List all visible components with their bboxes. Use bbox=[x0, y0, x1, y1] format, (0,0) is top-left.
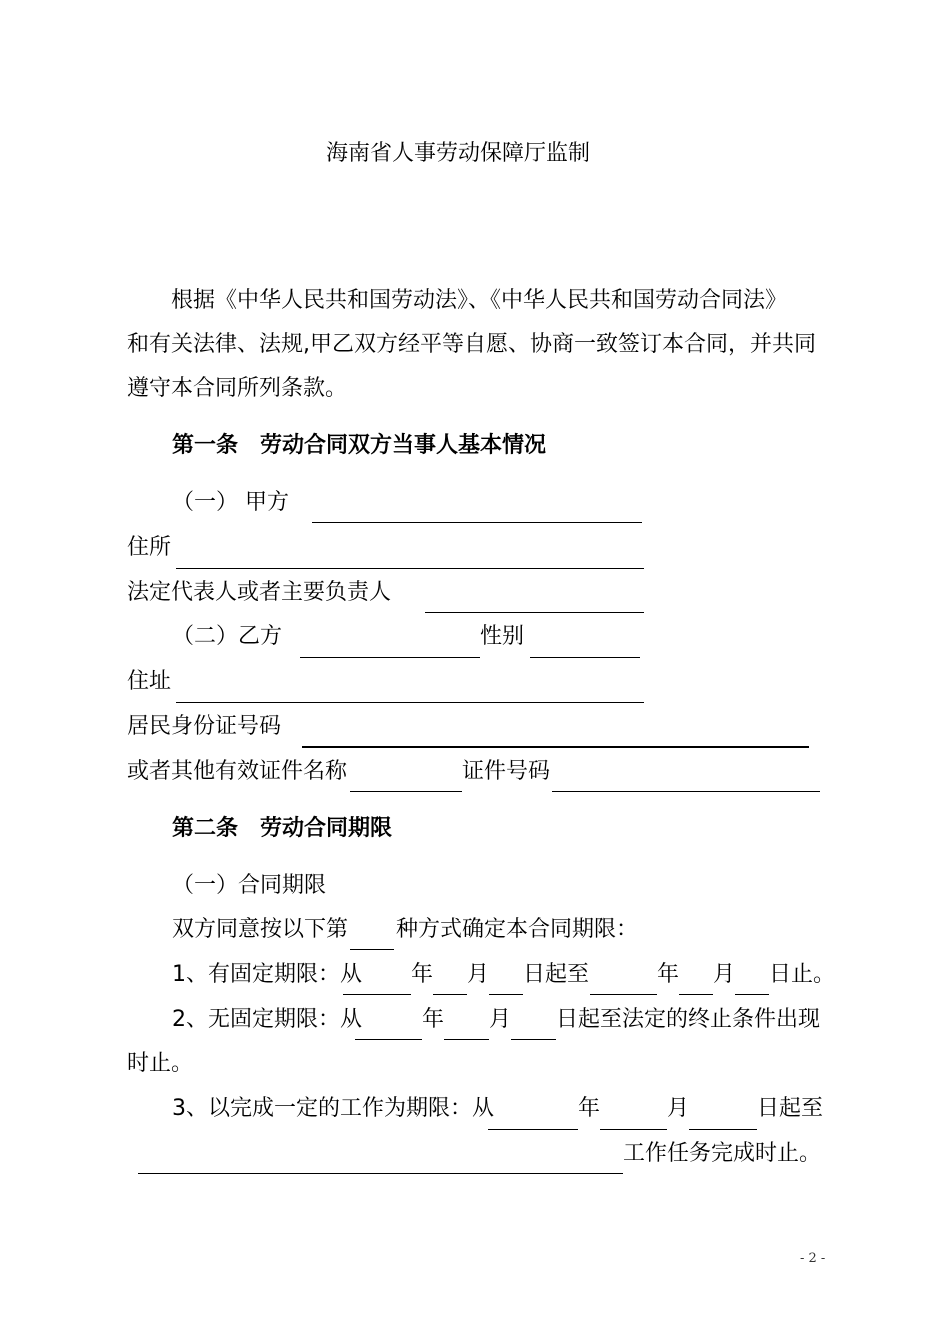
term-intro-a: 双方同意按以下第 bbox=[172, 917, 349, 942]
legal-rep-label: 法定代表人或者主要负责人 bbox=[127, 580, 392, 605]
opt1-month-label: 月 bbox=[467, 962, 490, 987]
opt2-cont-label: 时止。 bbox=[127, 1051, 194, 1076]
gender-label: 性别 bbox=[480, 624, 525, 649]
term-intro-b: 种方式确定本合同期限： bbox=[396, 917, 639, 942]
opt1-month2-label: 月 bbox=[713, 962, 736, 987]
opt2-month-label: 月 bbox=[489, 1007, 512, 1032]
opt2-start-day-field[interactable] bbox=[511, 1039, 556, 1040]
term-type-field[interactable] bbox=[350, 949, 394, 950]
other-id-name-field[interactable] bbox=[350, 791, 462, 792]
residence-field[interactable] bbox=[176, 702, 644, 703]
opt3-start-day-field[interactable] bbox=[689, 1129, 757, 1130]
preamble-line-1: 根据《中华人民共和国劳动法》、《中华人民共和国劳动合同法》 bbox=[171, 288, 788, 313]
opt3-start-month-field[interactable] bbox=[600, 1129, 667, 1130]
legal-rep-field[interactable] bbox=[425, 612, 644, 613]
opt1-start-day-field[interactable] bbox=[489, 994, 523, 995]
opt1-start-year-field[interactable] bbox=[343, 994, 411, 995]
address-label: 住所 bbox=[127, 535, 172, 560]
document-header: 海南省人事劳动保障厅监制 bbox=[326, 141, 591, 166]
party-a-label: （一） 甲方 bbox=[172, 490, 289, 515]
opt1-label: 1、有固定期限：从 bbox=[172, 962, 362, 987]
cert-number-label: 证件号码 bbox=[462, 759, 551, 784]
opt2-rest-label: 日起至法定的终止条件出现 bbox=[556, 1007, 821, 1032]
preamble-line-3: 遵守本合同所列条款。 bbox=[127, 376, 348, 401]
article1-title: 第一条 劳动合同双方当事人基本情况 bbox=[172, 433, 547, 458]
opt1-year2-label: 年 bbox=[657, 962, 680, 987]
id-number-field[interactable] bbox=[302, 746, 809, 748]
opt3-task-field[interactable] bbox=[138, 1173, 623, 1174]
article2-title: 第二条 劳动合同期限 bbox=[172, 816, 393, 841]
opt2-year-label: 年 bbox=[422, 1007, 445, 1032]
opt1-end-month-field[interactable] bbox=[679, 994, 713, 995]
page-number: - 2 - bbox=[800, 1251, 826, 1266]
opt1-year-label: 年 bbox=[411, 962, 434, 987]
opt3-start-year-field[interactable] bbox=[488, 1129, 578, 1130]
party-a-field[interactable] bbox=[312, 522, 642, 523]
address-field[interactable] bbox=[176, 568, 644, 569]
other-id-name-label: 或者其他有效证件名称 bbox=[127, 759, 348, 784]
opt3-month-label: 月 bbox=[667, 1096, 690, 1121]
opt1-from-day-label: 日起至 bbox=[523, 962, 590, 987]
gender-field[interactable] bbox=[530, 657, 640, 658]
opt1-end-year-field[interactable] bbox=[590, 994, 657, 995]
preamble-line-2: 和有关法律、法规,甲乙双方经平等自愿、协商一致签订本合同，并共同 bbox=[127, 332, 816, 357]
opt3-year-label: 年 bbox=[578, 1096, 601, 1121]
article2-subtitle: （一）合同期限 bbox=[172, 873, 327, 898]
party-b-field[interactable] bbox=[300, 657, 480, 658]
opt2-label: 2、无固定期限：从 bbox=[172, 1007, 362, 1032]
opt1-start-month-field[interactable] bbox=[433, 994, 467, 995]
opt2-start-month-field[interactable] bbox=[444, 1039, 489, 1040]
opt1-end-label: 日止。 bbox=[769, 962, 836, 987]
party-b-label: （二）乙方 bbox=[172, 624, 283, 649]
opt3-label: 3、以完成一定的工作为期限：从 bbox=[172, 1096, 494, 1121]
cert-number-field[interactable] bbox=[552, 791, 820, 792]
opt3-rest-label: 日起至 bbox=[757, 1096, 824, 1121]
opt1-end-day-field[interactable] bbox=[735, 994, 769, 995]
id-number-label: 居民身份证号码 bbox=[127, 714, 282, 739]
opt3-end-label: 工作任务完成时止。 bbox=[623, 1141, 822, 1166]
opt2-start-year-field[interactable] bbox=[355, 1039, 422, 1040]
residence-label: 住址 bbox=[127, 669, 172, 694]
